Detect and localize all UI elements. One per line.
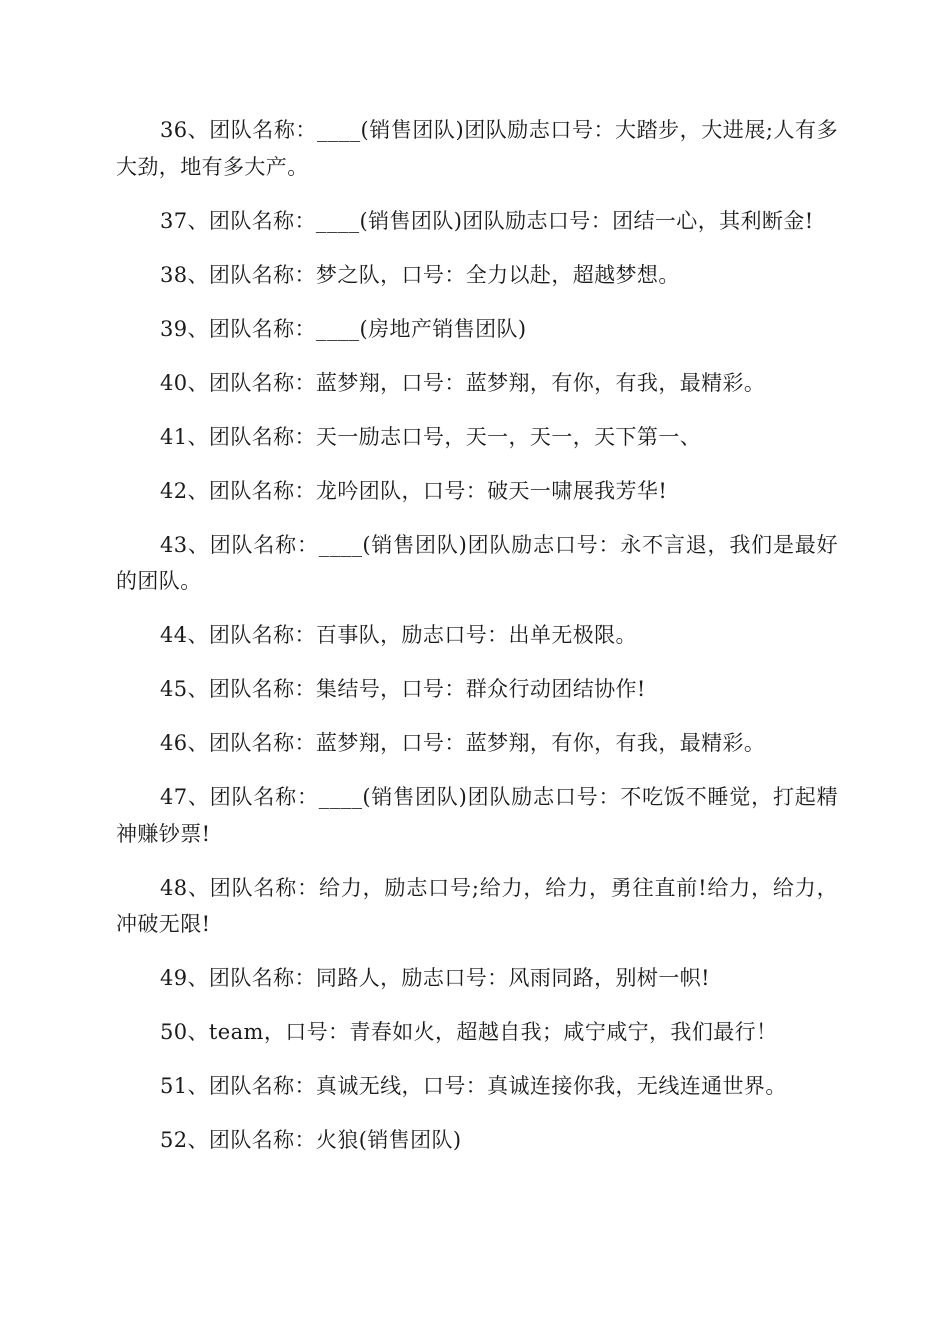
paragraph-40: 40、团队名称：蓝梦翔，口号：蓝梦翔，有你，有我，最精彩。 <box>160 370 766 395</box>
paragraph-44: 44、团队名称：百事队，励志口号：出单无极限。 <box>160 623 637 647</box>
paragraph-43: 43、团队名称：____(销售团队)团队励志口号：永不言退，我们是最好的团队。 <box>116 532 838 593</box>
paragraph-49: 49、团队名称：同路人，励志口号：风雨同路，别树一帜! <box>160 966 710 990</box>
paragraph-41: 41、团队名称：天一励志口号，天一，天一，天下第一、 <box>160 424 702 449</box>
paragraph-50: 50、team，口号：青春如火，超越自我；咸宁咸宁，我们最行！ <box>160 1020 778 1044</box>
paragraph-47: 47、团队名称：____(销售团队)团队励志口号：不吃饭不睡觉，打起精神赚钞票! <box>116 785 838 846</box>
paragraph-39: 39、团队名称：____(房地产销售团队) <box>160 316 527 341</box>
paragraph-51: 51、团队名称：真诚无线，口号：真诚连接你我，无线连通世界。 <box>160 1074 787 1098</box>
paragraph-46: 46、团队名称：蓝梦翔，口号：蓝梦翔，有你，有我，最精彩。 <box>160 731 766 755</box>
paragraph-36: 36、团队名称：____(销售团队)团队励志口号：大踏步，大进展;人有多大劲，地有多大产。 <box>116 118 838 179</box>
paragraph-45: 45、团队名称：集结号，口号：群众行动团结协作! <box>160 677 646 701</box>
paragraph-48: 48、团队名称：给力，励志口号;给力，给力，勇往直前!给力，给力，冲破无限! <box>116 875 838 936</box>
document-body <box>116 112 838 1176</box>
paragraph-38: 38、团队名称：梦之队，口号：全力以赴，超越梦想。 <box>160 262 680 287</box>
paragraph-52: 52、团队名称：火狼(销售团队) <box>160 1128 462 1152</box>
paragraph-37: 37、团队名称：____(销售团队)团队励志口号：团结一心，其利断金! <box>160 208 814 233</box>
paragraph-42: 42、团队名称：龙吟团队，口号：破天一啸展我芳华! <box>160 478 668 503</box>
